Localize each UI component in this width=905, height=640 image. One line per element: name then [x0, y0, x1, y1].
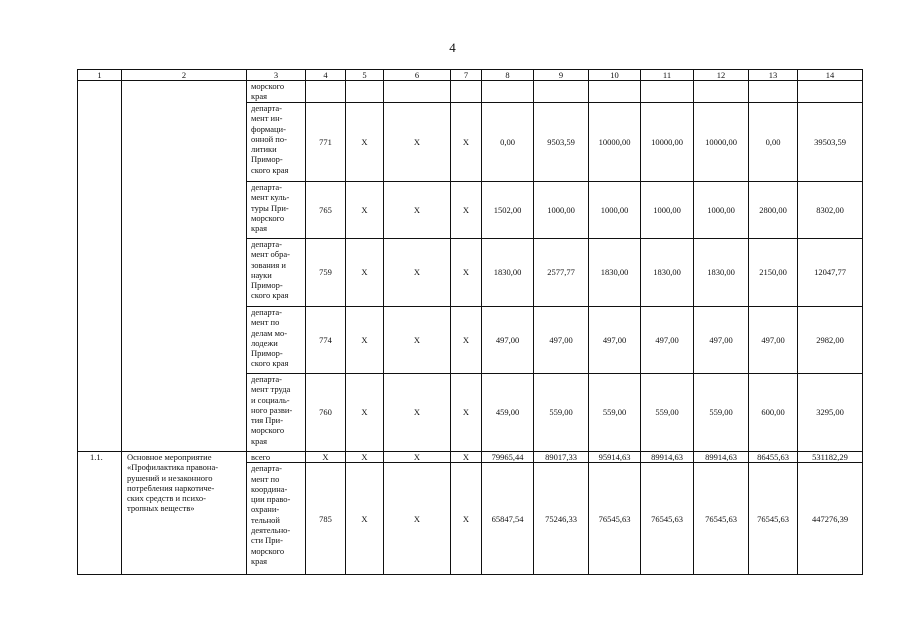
executor-line: науки — [251, 269, 272, 280]
value-cell-col12: 1000,00 — [694, 182, 749, 239]
value-cell-col4: 765 — [306, 182, 346, 239]
executor-line: морского — [251, 545, 285, 556]
executor-line: департа- — [251, 374, 282, 384]
budget-table — [77, 69, 863, 575]
executor-line: департа- — [251, 463, 282, 474]
value-cell-col5: X — [346, 103, 384, 182]
executor-line: формаци- — [251, 123, 286, 134]
executor-cell — [247, 103, 306, 182]
value-cell-col11 — [641, 81, 694, 103]
value-cell-col9: 1000,00 — [534, 182, 589, 239]
value-cell-col13: 86455,63 — [749, 452, 798, 463]
activity-name-line: ских средств и психо- — [127, 493, 207, 504]
value-cell-col5: X — [346, 182, 384, 239]
header-cell: 3 — [247, 70, 306, 81]
executor-line: тельной — [251, 514, 280, 525]
header-cell: 14 — [798, 70, 863, 81]
table-row — [78, 81, 863, 103]
executor-line: морского — [251, 425, 285, 436]
executor-line: края — [251, 435, 268, 446]
value-cell-col9: 89017,33 — [534, 452, 589, 463]
executor-cell — [247, 182, 306, 239]
header-cell: 8 — [482, 70, 534, 81]
executor-cell — [247, 374, 306, 452]
value-cell-col13 — [749, 81, 798, 103]
value-cell-col7: X — [451, 307, 482, 374]
value-cell-col6: X — [384, 374, 451, 452]
executor-line: мент труда — [251, 384, 291, 395]
executor-line: морского — [251, 81, 285, 91]
page-number: 4 — [449, 40, 456, 55]
executor-cell — [247, 81, 306, 103]
value-cell-col7: X — [451, 182, 482, 239]
executor-line: ского края — [251, 290, 289, 301]
activity-name-line: рушений и незаконного — [127, 472, 213, 483]
activity-name-line: тропных веществ» — [127, 503, 195, 514]
executor-line: мент обра- — [251, 249, 290, 260]
value-cell-col4: 759 — [306, 239, 346, 307]
value-cell-col11: 1000,00 — [641, 182, 694, 239]
executor-line: ного разви- — [251, 404, 293, 415]
executor-line: всего — [251, 452, 271, 462]
value-cell-col11: 1830,00 — [641, 239, 694, 307]
header-cell: 4 — [306, 70, 346, 81]
activity-name-cell — [122, 81, 247, 452]
value-cell-col8: 1830,00 — [482, 239, 534, 307]
value-cell-col10: 95914,63 — [589, 452, 641, 463]
value-cell-col5: X — [346, 239, 384, 307]
value-cell-col14: 8302,00 — [798, 182, 863, 239]
value-cell-col14: 39503,59 — [798, 103, 863, 182]
value-cell-col7 — [451, 81, 482, 103]
executor-line: департа- — [251, 307, 282, 317]
value-cell-col12: 1830,00 — [694, 239, 749, 307]
value-cell-col11: 76545,63 — [641, 463, 694, 575]
value-cell-col9 — [534, 81, 589, 103]
value-cell-col14: 3295,00 — [798, 374, 863, 452]
value-cell-col8 — [482, 81, 534, 103]
value-cell-col10: 1830,00 — [589, 239, 641, 307]
executor-line: края — [251, 555, 268, 566]
value-cell-col11: 10000,00 — [641, 103, 694, 182]
value-cell-col6 — [384, 81, 451, 103]
value-cell-col10: 76545,63 — [589, 463, 641, 575]
executor-line: зования и — [251, 259, 286, 270]
value-cell-col6: X — [384, 103, 451, 182]
value-cell-col6: X — [384, 239, 451, 307]
value-cell-col4: X — [306, 452, 346, 463]
value-cell-col7: X — [451, 463, 482, 575]
value-cell-col9: 75246,33 — [534, 463, 589, 575]
value-cell-col7: X — [451, 239, 482, 307]
executor-line: ского края — [251, 164, 289, 175]
executor-line: охрани- — [251, 504, 280, 515]
value-cell-col4: 785 — [306, 463, 346, 575]
header-cell: 12 — [694, 70, 749, 81]
executor-cell — [247, 307, 306, 374]
value-cell-col6: X — [384, 452, 451, 463]
executor-line: края — [251, 223, 268, 234]
header-cell: 11 — [641, 70, 694, 81]
executor-line: деятельно- — [251, 525, 291, 536]
value-cell-col13: 0,00 — [749, 103, 798, 182]
executor-line: координа- — [251, 483, 288, 494]
executor-line: онной по- — [251, 133, 287, 144]
executor-line: департа- — [251, 182, 282, 192]
item-number-cell: 1.1. — [78, 452, 122, 575]
value-cell-col5: X — [346, 452, 384, 463]
executor-line: мент по — [251, 317, 280, 328]
value-cell-col8: 1502,00 — [482, 182, 534, 239]
executor-cell — [247, 463, 306, 575]
executor-line: ции право- — [251, 494, 291, 505]
table-row — [78, 452, 863, 463]
header-cell: 1 — [78, 70, 122, 81]
value-cell-col6: X — [384, 182, 451, 239]
value-cell-col12: 76545,63 — [694, 463, 749, 575]
executor-line: сти При- — [251, 535, 283, 546]
value-cell-col13: 497,00 — [749, 307, 798, 374]
value-cell-col4: 771 — [306, 103, 346, 182]
value-cell-col5: X — [346, 374, 384, 452]
executor-line: лодежи — [251, 337, 278, 348]
value-cell-col12: 497,00 — [694, 307, 749, 374]
value-cell-col4: 760 — [306, 374, 346, 452]
executor-line: ского края — [251, 358, 289, 369]
value-cell-col14 — [798, 81, 863, 103]
value-cell-col12: 89914,63 — [694, 452, 749, 463]
value-cell-col10: 559,00 — [589, 374, 641, 452]
activity-name-line: потребления наркотиче- — [127, 482, 215, 493]
item-number-cell — [78, 81, 122, 452]
executor-line: края — [251, 91, 268, 102]
value-cell-col5 — [346, 81, 384, 103]
executor-line: мент куль- — [251, 192, 290, 203]
executor-line: морского — [251, 212, 285, 223]
value-cell-col11: 497,00 — [641, 307, 694, 374]
executor-line: Примор- — [251, 154, 283, 165]
value-cell-col4 — [306, 81, 346, 103]
value-cell-col14: 447276,39 — [798, 463, 863, 575]
value-cell-col8: 65847,54 — [482, 463, 534, 575]
executor-line: тия При- — [251, 415, 284, 426]
value-cell-col9: 497,00 — [534, 307, 589, 374]
value-cell-col5: X — [346, 463, 384, 575]
value-cell-col13: 600,00 — [749, 374, 798, 452]
value-cell-col14: 2982,00 — [798, 307, 863, 374]
executor-line: и социаль- — [251, 394, 290, 405]
value-cell-col14: 12047,77 — [798, 239, 863, 307]
header-row — [78, 70, 863, 81]
value-cell-col14: 531182,29 — [798, 452, 863, 463]
executor-line: департа- — [251, 239, 282, 249]
executor-cell — [247, 452, 306, 463]
value-cell-col10: 497,00 — [589, 307, 641, 374]
activity-name-line: «Профилактика правона- — [127, 462, 219, 473]
value-cell-col8: 497,00 — [482, 307, 534, 374]
value-cell-col8: 79965,44 — [482, 452, 534, 463]
header-cell: 2 — [122, 70, 247, 81]
executor-line: Примор- — [251, 280, 283, 291]
value-cell-col7: X — [451, 374, 482, 452]
executor-line: мент ин- — [251, 113, 283, 124]
value-cell-col11: 89914,63 — [641, 452, 694, 463]
activity-name-line: Основное мероприятие — [127, 452, 212, 462]
value-cell-col13: 76545,63 — [749, 463, 798, 575]
executor-line: туры При- — [251, 202, 289, 213]
executor-line: делам мо- — [251, 327, 288, 338]
executor-line: литики — [251, 144, 277, 155]
executor-cell — [247, 239, 306, 307]
value-cell-col6: X — [384, 307, 451, 374]
value-cell-col8: 459,00 — [482, 374, 534, 452]
value-cell-col9: 9503,59 — [534, 103, 589, 182]
value-cell-col12: 10000,00 — [694, 103, 749, 182]
activity-name-cell — [122, 452, 247, 575]
header-cell: 5 — [346, 70, 384, 81]
value-cell-col10: 10000,00 — [589, 103, 641, 182]
value-cell-col10 — [589, 81, 641, 103]
header-cell: 13 — [749, 70, 798, 81]
value-cell-col11: 559,00 — [641, 374, 694, 452]
value-cell-col12: 559,00 — [694, 374, 749, 452]
executor-line: Примор- — [251, 348, 283, 359]
value-cell-col6: X — [384, 463, 451, 575]
value-cell-col4: 774 — [306, 307, 346, 374]
value-cell-col9: 2577,77 — [534, 239, 589, 307]
header-cell: 6 — [384, 70, 451, 81]
value-cell-col10: 1000,00 — [589, 182, 641, 239]
value-cell-col7: X — [451, 452, 482, 463]
value-cell-col5: X — [346, 307, 384, 374]
value-cell-col13: 2150,00 — [749, 239, 798, 307]
value-cell-col13: 2800,00 — [749, 182, 798, 239]
value-cell-col12 — [694, 81, 749, 103]
executor-line: мент по — [251, 473, 280, 484]
executor-line: департа- — [251, 103, 282, 113]
value-cell-col7: X — [451, 103, 482, 182]
header-cell: 7 — [451, 70, 482, 81]
value-cell-col9: 559,00 — [534, 374, 589, 452]
value-cell-col8: 0,00 — [482, 103, 534, 182]
header-cell: 9 — [534, 70, 589, 81]
header-cell: 10 — [589, 70, 641, 81]
